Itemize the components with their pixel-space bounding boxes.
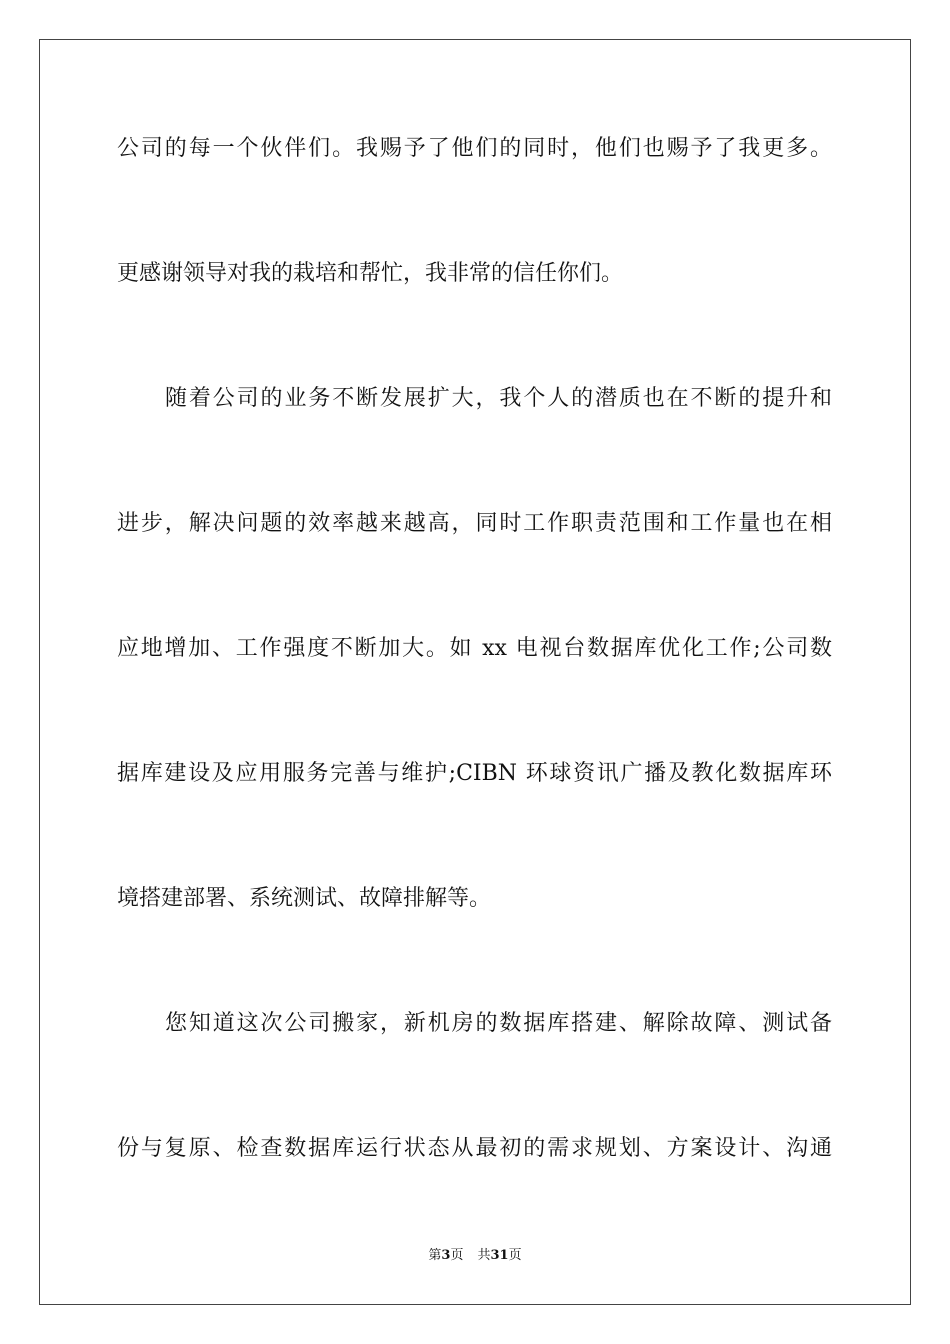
- page-suffix: 页: [450, 1248, 464, 1263]
- body-text-line-8: 您知道这次公司搬家，新机房的数据库搭建、解除故障、测试备: [165, 1011, 832, 1036]
- total-suffix: 页: [508, 1248, 522, 1263]
- page-footer: [0, 1247, 950, 1265]
- total-pages: 31: [490, 1248, 509, 1263]
- page-frame: [39, 39, 911, 1305]
- body-text-line-6: 据库建设及应用服务完善与维护;CIBN 环球资讯广播及教化数据库环: [117, 761, 832, 786]
- body-text-line-4: 进步，解决问题的效率越来越高，同时工作职责范围和工作量也在相: [117, 511, 832, 536]
- body-text-line-9: 份与复原、检查数据库运行状态从最初的需求规划、方案设计、沟通: [117, 1136, 832, 1161]
- body-text-line-2: 更感谢领导对我的栽培和帮忙，我非常的信任你们。: [117, 261, 624, 286]
- page-prefix: 第: [428, 1248, 442, 1263]
- body-text-line-3: 随着公司的业务不断发展扩大，我个人的潜质也在不断的提升和: [165, 386, 832, 411]
- page-number: 3: [441, 1248, 451, 1263]
- body-text-line-7: 境搭建部署、系统测试、故障排解等。: [117, 886, 492, 911]
- body-text-line-5: 应地增加、工作强度不断加大。如 xx 电视台数据库优化工作;公司数: [117, 636, 832, 661]
- total-prefix: 共: [477, 1248, 491, 1263]
- body-text-line-1: 公司的每一个伙伴们。我赐予了他们的同时，他们也赐予了我更多。: [117, 136, 832, 161]
